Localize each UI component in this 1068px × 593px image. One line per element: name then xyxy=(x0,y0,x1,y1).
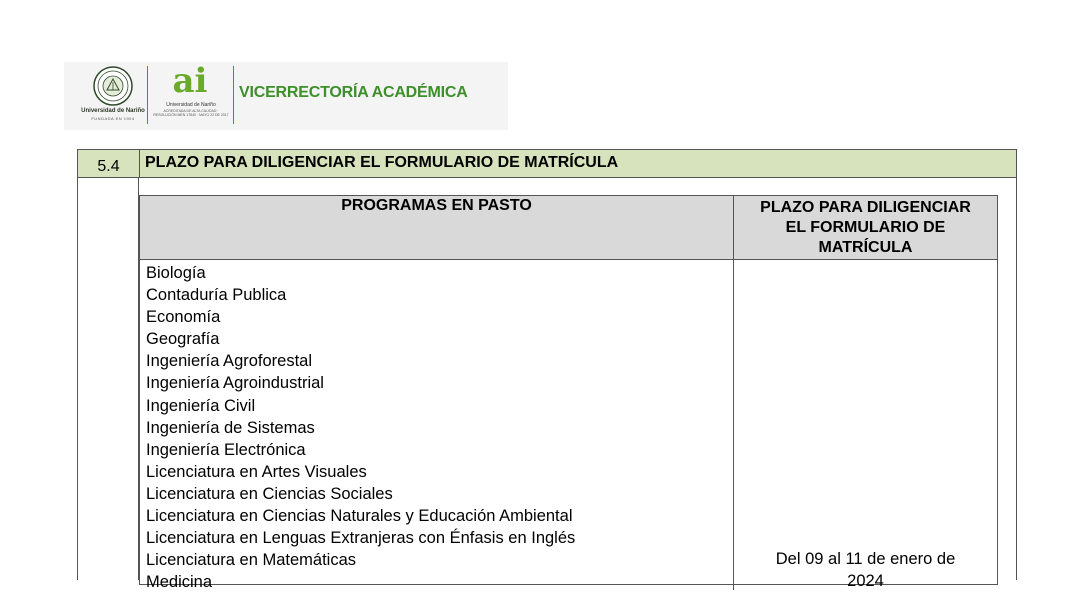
section-number: 5.4 xyxy=(78,150,140,177)
university-tagline: FUNDADA EN 1904 xyxy=(91,116,135,121)
section-number-column xyxy=(77,149,139,580)
program-item: Ingeniería Agroindustrial xyxy=(146,374,324,393)
program-item: Ingeniería Agroforestal xyxy=(146,352,313,371)
logo-divider xyxy=(233,66,234,124)
section-header-row xyxy=(77,149,1017,178)
program-item: Ingeniería Civil xyxy=(146,396,256,415)
vicerrectoria-brand: VICERRECTORÍA ACADÉMICA xyxy=(239,84,468,101)
program-item: Licenciatura en Ciencias Sociales xyxy=(146,484,393,503)
program-item: Ingeniería de Sistemas xyxy=(146,418,315,437)
section-right-border xyxy=(1016,149,1017,580)
accreditation-subcaption: ACREDITADA DE ALTA CALIDAD · RESOLUCIÓN MEN 17840 · MAYO 22 DE 2017 xyxy=(153,109,229,117)
deadline-line: 2024 xyxy=(847,572,884,590)
header-logo-strip xyxy=(64,62,508,130)
deadline-line: Del 09 al 11 de enero de xyxy=(775,550,956,568)
deadline-header-line: EL FORMULARIO DE xyxy=(785,219,946,236)
program-item: Medicina xyxy=(146,573,213,592)
deadline-header-line: PLAZO PARA DILIGENCIAR xyxy=(760,199,971,216)
deadline-header-line: MATRÍCULA xyxy=(818,239,913,256)
program-list xyxy=(146,262,575,593)
logo-divider xyxy=(147,66,148,124)
program-item: Ingeniería Electrónica xyxy=(146,440,306,459)
program-item: Licenciatura en Artes Visuales xyxy=(146,462,367,481)
deadline-column-header xyxy=(734,196,997,260)
program-item: Biología xyxy=(146,264,206,282)
accreditation-caption: Universidad de Nariño xyxy=(166,102,216,108)
program-item: Licenciatura en Matemáticas xyxy=(146,551,357,570)
program-item: Geografía xyxy=(146,330,220,349)
program-item: Licenciatura en Ciencias Naturales y Educación Ambiental xyxy=(146,507,573,526)
accreditation-logo xyxy=(152,61,230,126)
section-title: PLAZO PARA DILIGENCIAR EL FORMULARIO DE MATRÍCULA xyxy=(145,154,619,171)
program-item: Economía xyxy=(146,308,221,327)
university-name: Universidad de Nariño xyxy=(81,108,145,114)
program-item: Contaduría Publica xyxy=(146,286,287,305)
university-seal-icon xyxy=(93,66,133,106)
deadline-value xyxy=(734,548,997,592)
programs-column-header: PROGRAMAS EN PASTO xyxy=(140,196,734,260)
accreditation-mark: ai xyxy=(172,61,208,101)
program-item: Licenciatura en Lenguas Extranjeras con Énfasis en Inglés xyxy=(146,529,576,548)
university-seal xyxy=(72,66,145,124)
programs-table xyxy=(139,195,998,592)
column-divider xyxy=(733,260,734,590)
